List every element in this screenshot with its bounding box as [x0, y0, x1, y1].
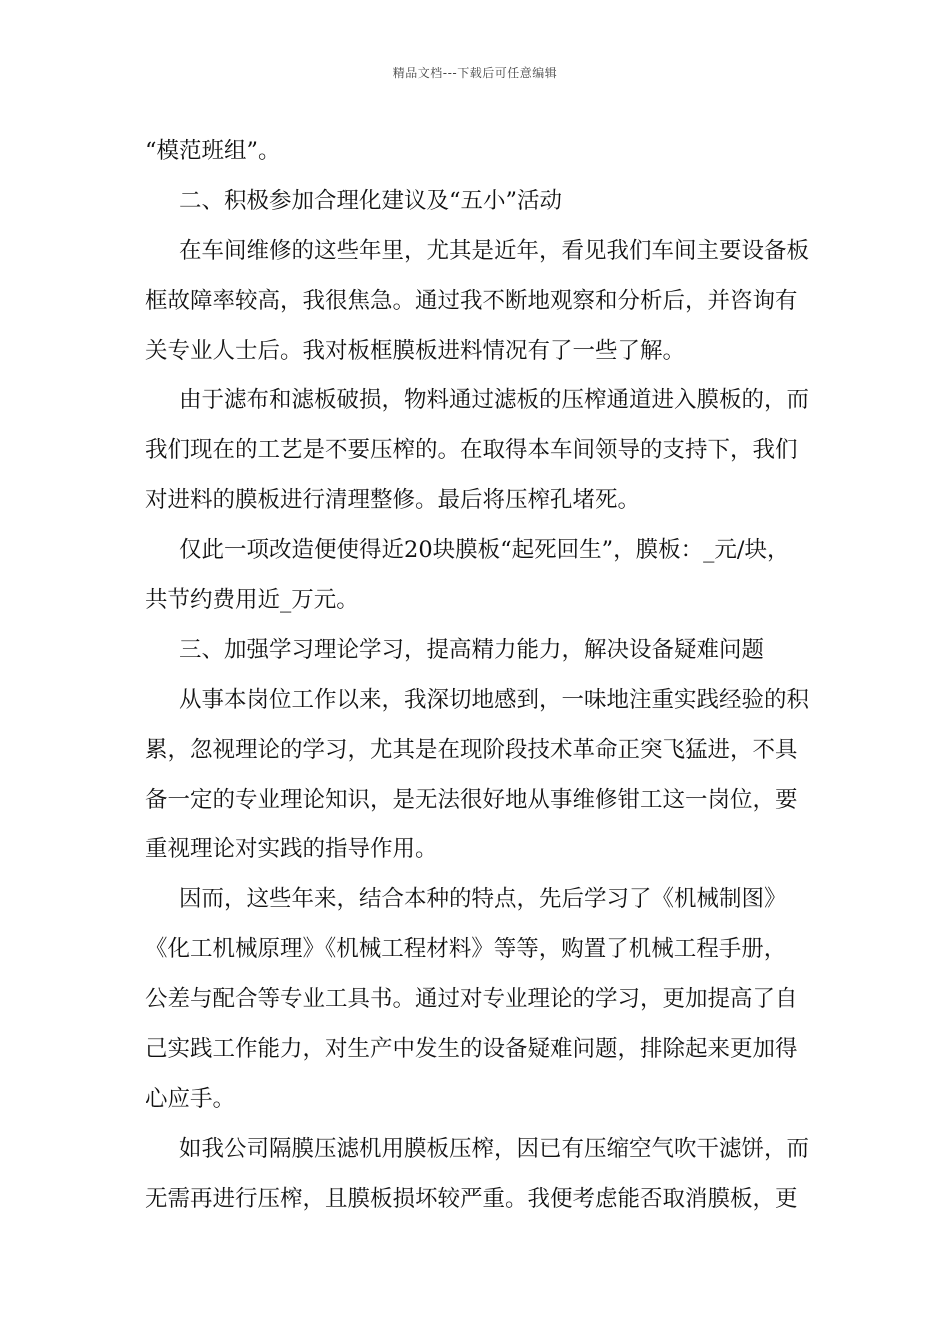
text-line: 备一定的专业理论知识，是无法很好地从事维修钳工这一岗位，要	[145, 786, 798, 813]
text-line: 因而，这些年来，结合本种的特点，先后学习了《机械制图》	[179, 886, 787, 913]
text-line: 无需再进行压榨，且膜板损坏较严重。我便考虑能否取消膜板，更	[145, 1185, 798, 1212]
text-line: 关专业人士后。我对板框膜板进料情况有了一些了解。	[145, 337, 686, 364]
text-line: 共节约费用近_万元。	[145, 587, 359, 614]
text-line: 心应手。	[145, 1085, 236, 1112]
text-line: 由于滤布和滤板破损，物料通过滤板的压榨通道进入膜板的，而	[179, 387, 810, 414]
text-line: 累，忽视理论的学习，尤其是在现阶段技术革命正突飞猛进，不具	[145, 736, 798, 763]
text-line: 己实践工作能力，对生产中发生的设备疑难问题，排除起来更加得	[145, 1036, 798, 1063]
page-header: 精品文档---下载后可任意编辑	[392, 66, 558, 80]
text-line: 重视理论对实践的指导作用。	[145, 836, 438, 863]
text-line: 如我公司隔膜压滤机用膜板压榨，因已有压缩空气吹干滤饼，而	[179, 1135, 810, 1162]
text-line: 《化工机械原理》《机械工程材料》等等，购置了机械工程手册，	[145, 936, 787, 963]
text-line: 从事本岗位工作以来，我深切地感到，一味地注重实践经验的积	[179, 686, 810, 713]
text-line: 框故障率较高，我很焦急。通过我不断地观察和分析后，并咨询有	[145, 287, 798, 314]
text-line: 公差与配合等专业工具书。通过对专业理论的学习，更加提高了自	[145, 986, 798, 1013]
text-line: 在车间维修的这些年里，尤其是近年，看见我们车间主要设备板	[179, 237, 810, 264]
text-line: 我们现在的工艺是不要压榨的。在取得本车间领导的支持下，我们	[145, 437, 798, 464]
document-body	[145, 127, 810, 1225]
section-heading: 三、加强学习理论学习，提高精力能力，解决设备疑难问题	[179, 636, 765, 663]
text-line: 对进料的膜板进行清理整修。最后将压榨孔堵死。	[145, 487, 641, 514]
text-line: “模范班组”。	[145, 138, 281, 164]
text-line: 仅此一项改造便使得近20块膜板“起死回生”，膜板：_元/块，	[179, 537, 790, 564]
section-heading: 二、积极参加合理化建议及“五小”活动	[179, 187, 563, 214]
